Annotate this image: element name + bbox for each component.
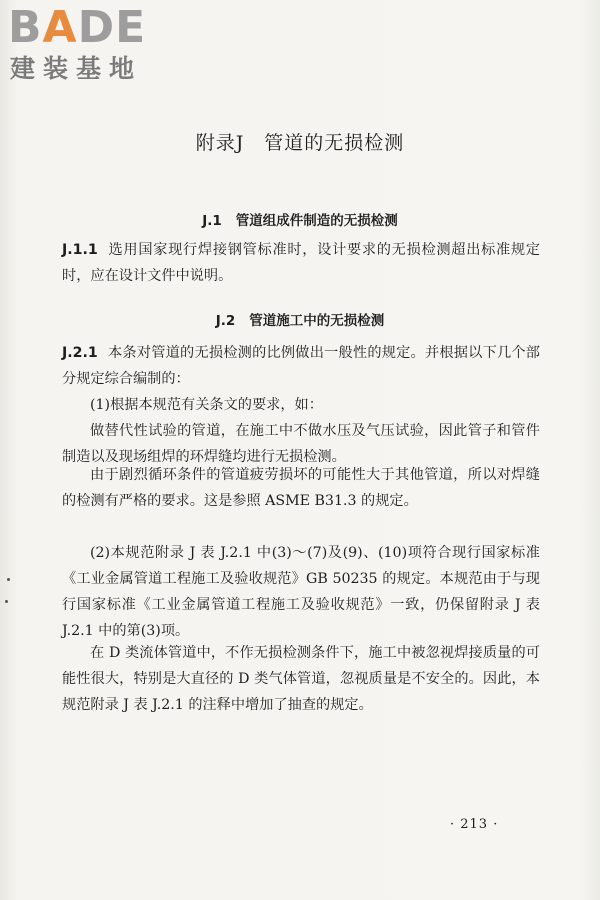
paragraph-cyclic-conditions: 由于剧烈循环条件的管道疲劳损坏的可能性大于其他管道，所以对焊缝的检测有严格的要求。这是参照 ASME B31.3 的规定。	[62, 467, 540, 509]
scan-speck	[5, 600, 8, 603]
appendix-title: 附录J 管道的无损检测	[195, 132, 405, 154]
section-heading-j2	[0, 309, 600, 329]
clause-number: J.1.1	[62, 242, 98, 258]
clause-text: 本条对管道的无损检测的比例做出一般性的规定。并根据以下几个部分规定综合编制的：	[62, 345, 540, 387]
watermark-brand-text: BADE	[8, 2, 147, 53]
page-number: · 213 ·	[450, 817, 499, 832]
section-number: J.1	[202, 213, 222, 229]
clause-number: J.2.1	[62, 345, 98, 361]
section-title: 管道组成件制造的无损检测	[235, 213, 398, 229]
watermark-subtitle: 建装基地	[10, 54, 143, 83]
section-heading-j1	[0, 209, 600, 229]
clause-text: 选用国家现行焊接钢管标准时，设计要求的无损检测超出标准规定时，应在设计文件中说明。	[62, 242, 540, 284]
paragraph-alternative-test: 做替代性试验的管道，在施工中不做水压及气压试验，因此管子和管件制造以及现场组焊的环焊缝均进行无损检测。	[62, 423, 540, 465]
watermark-brand	[8, 4, 146, 52]
clause-j-2-1	[62, 340, 540, 392]
scan-speck	[7, 578, 10, 581]
section-number: J.2	[215, 313, 236, 329]
watermark-logo	[8, 4, 178, 86]
paragraph-class-d: 在 D 类流体管道中，不作无损检测条件下，施工中被忽视焊接质量的可能性很大，特别是大直径的 D 类气体管道，忽视质量是不安全的。因此，本规范附录 J 表 J.2.1 的注释中增加了抽查的规定。	[62, 645, 540, 713]
paragraph-item-1: (1)根据本规范有关条文的要求，如：	[90, 397, 323, 413]
clause-j-1-1	[62, 237, 540, 289]
paragraph-item-2: (2)本规范附录 J 表 J.2.1 中(3)～(7)及(9)、(10)项符合现行国家标准《工业金属管道工程施工及验收规范》GB 50235 的规定。本规范由于与现行国家标准《工业金属管道工程施工及验收规范》一致，仍保留附录 J 表 J.2.1 中的第(3)项。	[62, 545, 540, 639]
section-title: 管道施工中的无损检测	[249, 313, 385, 329]
